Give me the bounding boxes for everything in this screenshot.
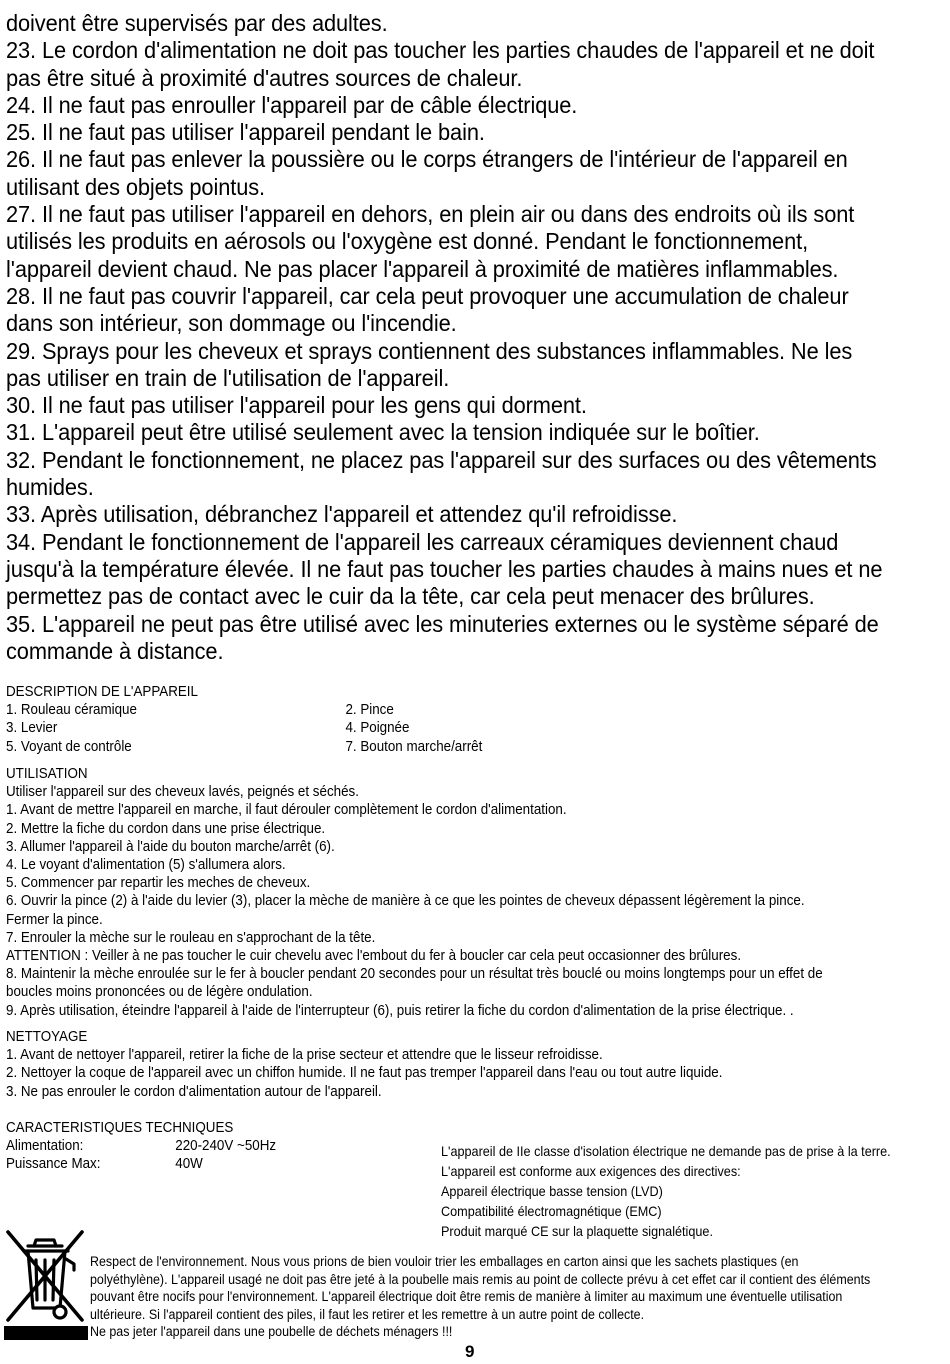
safety-line: 25. Il ne faut pas utiliser l'appareil pendant le bain. [6,119,485,146]
safety-line: commande à distance. [6,637,224,664]
part-label: 5. Voyant de contrôle [6,738,132,755]
part-label: 7. Bouton marche/arrêt [345,738,483,755]
safety-line: pas utiliser en train de l'utilisation de l'appareil. [6,364,450,391]
usage-line: 4. Le voyant d'alimentation (5) s'allumera alors. [6,857,286,874]
safety-line: utilisés les produits en aérosols ou l'oxygène est donné. Pendant le fonctionnement, [6,228,809,255]
section-heading: CARACTERISTIQUES TECHNIQUES [6,1120,234,1136]
part-label: 2. Pince [345,702,394,719]
spec-label: Puissance Max: [6,1156,101,1173]
safety-line: humides. [6,474,94,501]
safety-line: 32. Pendant le fonctionnement, ne placez pas l'appareil sur des surfaces ou des vêtements [6,446,877,473]
parts-row [6,738,917,756]
cleaning-section [6,1028,936,1101]
usage-line: 9. Après utilisation, éteindre l'appareil à l'aide de l'interrupteur (6), puis retirer la fiche du cordon d'alimentation de la prise électrique. . [6,1002,794,1019]
safety-line: 26. Il ne faut pas enlever la poussière ou le corps étrangers de l'intérieur de l'appareil en [6,146,848,173]
safety-line: l'appareil devient chaud. Ne pas placer l'appareil à proximité de matières inflammables. [6,255,839,282]
parts-row [6,719,917,737]
spec-label: Alimentation: [6,1138,84,1155]
safety-line: dans son intérieur, son dommage ou l'incendie. [6,310,457,337]
usage-line: 1. Avant de mettre l'appareil en marche, il faut dérouler complètement le cordon d'alimentation. [6,802,567,819]
conformity-line: L'appareil de IIe classe d'isolation électrique ne demande pas de prise à la terre. [441,1144,891,1159]
safety-line: 33. Après utilisation, débranchez l'appareil et attendez qu'il refroidisse. [6,501,678,528]
usage-line: 8. Maintenir la mèche enroulée sur le fer à boucler pendant 20 secondes pour un résultat très bouclé ou moins longtemps pour un effet de [6,966,823,983]
conformity-line: Appareil électrique basse tension (LVD) [441,1184,663,1199]
safety-line: 24. Il ne faut pas enrouller l'appareil par de câble électrique. [6,91,578,118]
usage-line: 3. Allumer l'appareil à l'aide du bouton marche/arrêt (6). [6,838,335,855]
usage-line: ATTENTION : Veiller à ne pas toucher le cuir chevelu avec l'embout du fer à boucler car cela peut occasionner des brûlures. [6,948,742,965]
spec-row [6,1155,378,1173]
safety-line: jusqu'à la température élevée. Il ne faut pas toucher les parties chaudes à mains nues et ne [6,555,883,582]
conformity-line: Compatibilité électromagnétique (EMC) [441,1204,662,1219]
usage-line: 6. Ouvrir la pince (2) à l'aide du levier (3), placer la mèche de manière à ce que les pointes de cheveux dépassent légèrement la pince. [6,893,805,910]
cleaning-line: 2. Nettoyer la coque de l'appareil avec un chiffon humide. Il ne faut pas tremper l'appareil dans l'eau ou tout autre liquide. [6,1065,723,1082]
environment-line: polyéthylène). L'appareil usagé ne doit pas être jeté à la poubelle mais remis au point de collecte prévu à cet effet car il contient des éléments [90,1271,871,1287]
usage-section [6,765,945,1020]
part-label: 4. Poignée [345,720,410,737]
conformity-line: L'appareil est conforme aux exigences des directives: [441,1164,741,1179]
environment-notice [90,1253,870,1341]
safety-line: 30. Il ne faut pas utiliser l'appareil pour les gens qui dorment. [6,392,587,419]
section-heading: NETTOYAGE [6,1029,88,1045]
usage-line: Fermer la pince. [6,911,103,928]
safety-line: doivent être supervisés par des adultes. [6,10,388,36]
spec-row [6,1137,378,1155]
crossed-out-wheelie-bin-icon [2,1226,88,1341]
section-heading: DESCRIPTION DE L'APPAREIL [6,684,198,700]
safety-line: permettez pas de contact avec le cuir da la tête, car cela peut menacer des brûlures. [6,583,815,610]
part-label: 3. Levier [6,720,58,737]
environment-line: Ne pas jeter l'appareil dans une poubelle de déchets ménagers !!! [90,1324,453,1340]
safety-line: 29. Sprays pour les cheveux et sprays contiennent des substances inflammables. Ne les [6,337,853,364]
safety-line: 28. Il ne faut pas couvrir l'appareil, car cela peut provoquer une accumulation de chaleur [6,282,849,309]
usage-line: 5. Commencer par repartir les meches de cheveux. [6,875,311,892]
usage-line: boucles moins prononcées ou de légère ondulation. [6,984,313,1001]
safety-line: pas être situé à proximité d'autres sources de chaleur. [6,64,523,91]
safety-line: 27. Il ne faut pas utiliser l'appareil en dehors, en plein air ou dans des endroits où ils sont [6,201,855,228]
environment-line: ultérieure. Si l'appareil contient des piles, il faut les retirer et les remettre à un autre point de collecte. [90,1306,645,1322]
safety-line: 34. Pendant le fonctionnement de l'appareil les carreaux céramiques deviennent chaud [6,528,839,555]
environment-line: pouvant être nocifs pour l'environnement. L'appareil électrique doit être remis de manière à limiter au maximum une éventuelle utilisation [90,1289,843,1305]
parts-row [6,701,917,719]
safety-line: utilisant des objets pointus. [6,173,265,200]
page-number: 9 [465,1342,475,1361]
cleaning-line: 3. Ne pas enrouler le cordon d'alimentation autour de l'appareil. [6,1083,382,1100]
usage-line: 2. Mettre la fiche du cordon dans une prise électrique. [6,820,326,837]
usage-line: 7. Enrouler la mèche sur le rouleau en s'approchant de la tête. [6,929,376,946]
part-label: 1. Rouleau céramique [6,702,137,719]
usage-line: Utiliser l'appareil sur des cheveux lavés, peignés et séchés. [6,784,359,801]
safety-line: 35. L'appareil ne peut pas être utilisé avec les minuteries externes ou le système séparé de [6,610,879,637]
safety-line: 31. L'appareil peut être utilisé seulement avec la tension indiquée sur le boîtier. [6,419,760,446]
safety-line: 23. Le cordon d'alimentation ne doit pas toucher les parties chaudes de l'appareil et ne doit [6,37,875,64]
spec-value: 40W [175,1156,203,1173]
cleaning-line: 1. Avant de nettoyer l'appareil, retirer la fiche de la prise secteur et attendre que le lisseur refroidisse. [6,1047,603,1064]
spec-value: 220-240V ~50Hz [175,1138,277,1155]
device-description [6,683,917,756]
conformity-line: Produit marqué CE sur la plaquette signalétique. [441,1224,713,1239]
conformity-notes [441,1142,891,1242]
section-heading: UTILISATION [6,766,88,782]
safety-instructions [6,10,893,665]
technical-specs [6,1119,378,1174]
environment-line: Respect de l'environnement. Nous vous prions de bien vouloir trier les emballages en carton ainsi que les sachets plastiques (en [90,1254,799,1269]
